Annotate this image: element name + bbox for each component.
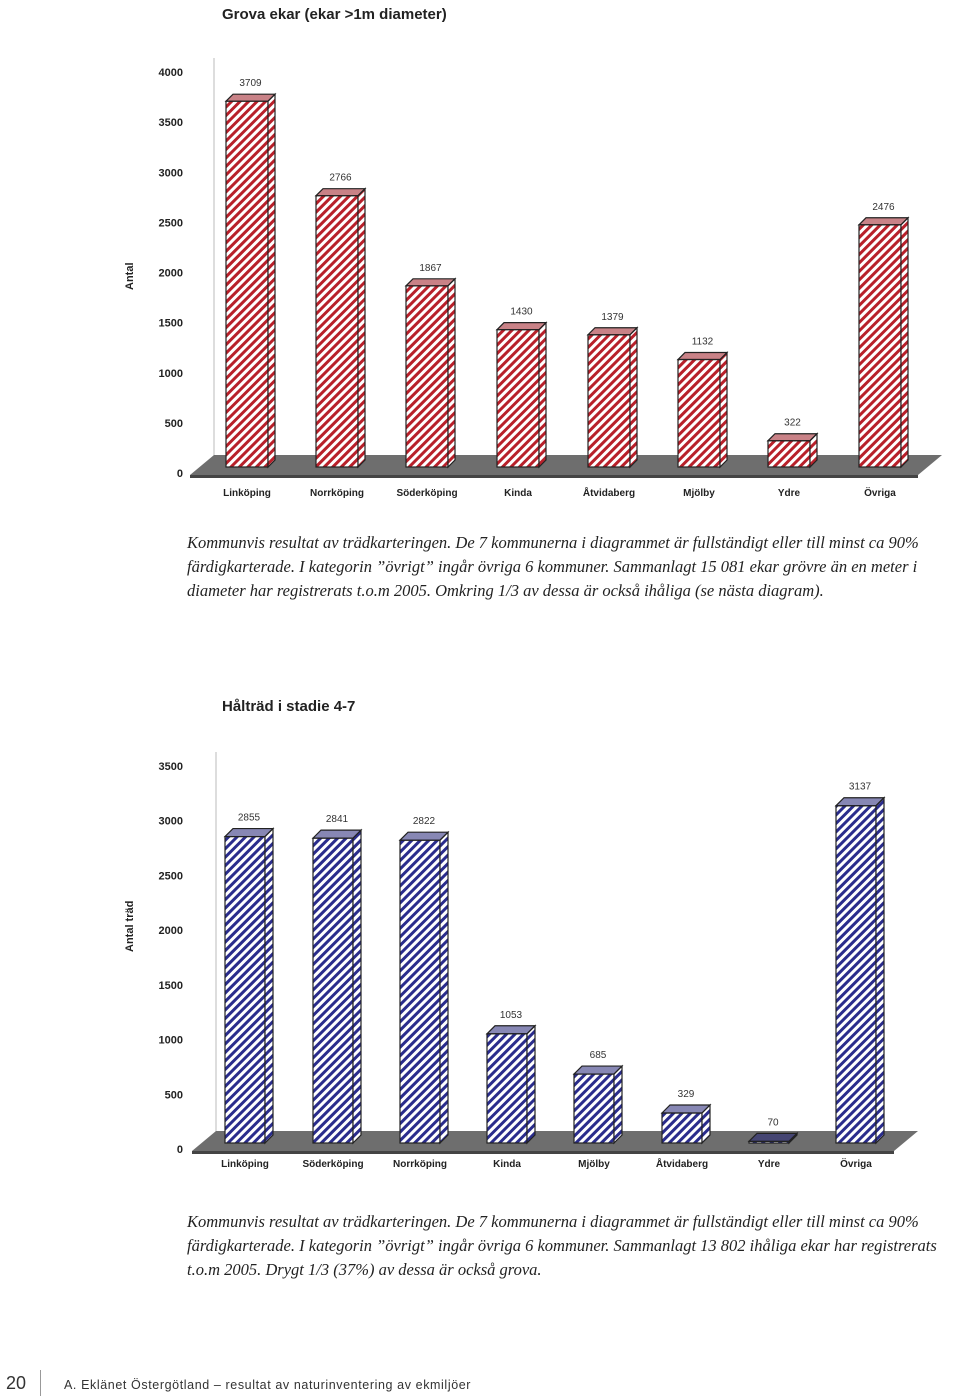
y-tick-label: 3000 <box>158 815 183 828</box>
bar-åtvidaberg <box>588 328 637 467</box>
x-tick-label: Ydre <box>757 1159 781 1170</box>
x-tick-label: Linköping <box>221 1159 269 1170</box>
bar-övriga <box>836 798 884 1143</box>
x-tick-label: Övriga <box>840 1159 872 1170</box>
chart-caption: Kommunvis resultat av trädkarteringen. De 7 kommunerna i diagrammet är fullständigt eller till minst ca 90% färdigkarterade. I kategorin ”övrigt” ingår övriga 6 kommuner. Sammanlagt 13 802 ihåliga ekar har registrerats t.o.m 2005. Drygt 1/3 (37%) av dessa är också grova. <box>187 1212 937 1279</box>
y-axis-label: Antal träd <box>124 900 136 952</box>
x-tick-label: Linköping <box>223 488 271 499</box>
oak-chart <box>0 0 960 515</box>
y-tick-label: 3500 <box>158 761 183 773</box>
y-tick-label: 1000 <box>158 1034 183 1047</box>
x-tick-label: Åtvidaberg <box>655 1159 709 1170</box>
data-label: 2841 <box>325 814 349 826</box>
y-tick-label: 1000 <box>158 367 183 380</box>
bar-övriga <box>859 218 908 467</box>
data-label: 329 <box>677 1088 695 1100</box>
bar-mjölby <box>678 353 727 467</box>
chart-title: Grova ekar (ekar >1m diameter) <box>222 6 447 23</box>
x-tick-label: Söderköping <box>396 488 458 499</box>
x-tick-label: Norrköping <box>393 1159 447 1170</box>
bar-linköping <box>225 829 273 1143</box>
bar-söderköping <box>313 830 361 1143</box>
y-tick-label: 500 <box>164 417 183 430</box>
x-tick-label: Kinda <box>493 1159 521 1170</box>
data-label: 3709 <box>239 78 262 90</box>
data-label: 2766 <box>329 172 352 184</box>
hollow-tree-chart-plot <box>0 690 960 1190</box>
y-tick-label: 0 <box>176 468 183 480</box>
y-axis-label: Antal <box>124 262 136 290</box>
bar-söderköping <box>406 279 455 467</box>
y-tick-label: 2500 <box>158 217 183 230</box>
data-label: 2822 <box>412 816 436 828</box>
data-label: 1430 <box>510 306 533 318</box>
bar-linköping <box>226 94 275 467</box>
y-tick-label: 2000 <box>158 267 183 280</box>
x-tick-label: Mjölby <box>683 488 715 499</box>
y-tick-label: 2500 <box>158 870 183 883</box>
bar-norrköping <box>400 832 448 1143</box>
x-tick-label: Övriga <box>864 488 896 499</box>
hollow-tree-chart <box>0 690 960 1190</box>
bar-åtvidaberg <box>662 1105 710 1143</box>
bar-kinda <box>487 1026 535 1143</box>
x-tick-label: Åtvidaberg <box>582 488 636 499</box>
data-label: 322 <box>784 417 801 429</box>
data-label: 1132 <box>691 336 714 348</box>
x-tick-label: Mjölby <box>578 1159 610 1170</box>
bar-ydre <box>768 434 817 467</box>
chart-caption: Kommunvis resultat av trädkarteringen. De 7 kommunerna i diagrammet är fullständigt eller till minst ca 90% färdigkarterade. I kategorin ”övrigt” ingår övriga 6 kommuner. Sammanlagt 15 081 ekar grövre än en meter i diameter har registrerats t.o.m 2005. Omkring 1/3 av dessa är också ihåliga (se nästa diagram). <box>187 533 919 600</box>
x-tick-label: Ydre <box>777 488 801 499</box>
data-label: 70 <box>767 1117 779 1129</box>
chart-title: Hålträd i stadie 4-7 <box>222 698 356 715</box>
data-label: 2855 <box>237 812 261 824</box>
data-label: 685 <box>589 1050 607 1062</box>
y-tick-label: 500 <box>164 1089 183 1102</box>
y-tick-label: 2000 <box>158 925 183 938</box>
y-tick-label: 1500 <box>158 317 183 330</box>
footer-divider <box>40 1370 41 1396</box>
data-label: 1867 <box>419 262 442 274</box>
y-tick-label: 1500 <box>158 979 183 992</box>
x-tick-label: Norrköping <box>310 488 364 499</box>
page-number: 20 <box>6 1373 27 1393</box>
data-label: 2476 <box>872 201 895 213</box>
y-tick-label: 3500 <box>158 117 183 130</box>
y-tick-label: 3000 <box>158 167 183 180</box>
bar-ydre <box>749 1133 797 1143</box>
chart-floor <box>190 455 942 475</box>
y-tick-label: 4000 <box>158 67 183 79</box>
chart-floor <box>192 1131 918 1151</box>
x-tick-label: Kinda <box>504 488 532 499</box>
x-tick-label: Söderköping <box>302 1159 364 1170</box>
oak-chart-plot <box>0 0 960 515</box>
bar-norrköping <box>316 189 365 467</box>
y-tick-label: 0 <box>176 1144 183 1156</box>
bar-mjölby <box>574 1066 622 1143</box>
data-label: 1379 <box>601 311 624 323</box>
bar-kinda <box>497 323 546 467</box>
data-label: 3137 <box>848 781 872 793</box>
footer-text: A. Eklänet Östergötland – resultat av naturinventering av ekmiljöer <box>64 1378 472 1392</box>
page-footer <box>0 1370 960 1396</box>
data-label: 1053 <box>499 1009 523 1021</box>
